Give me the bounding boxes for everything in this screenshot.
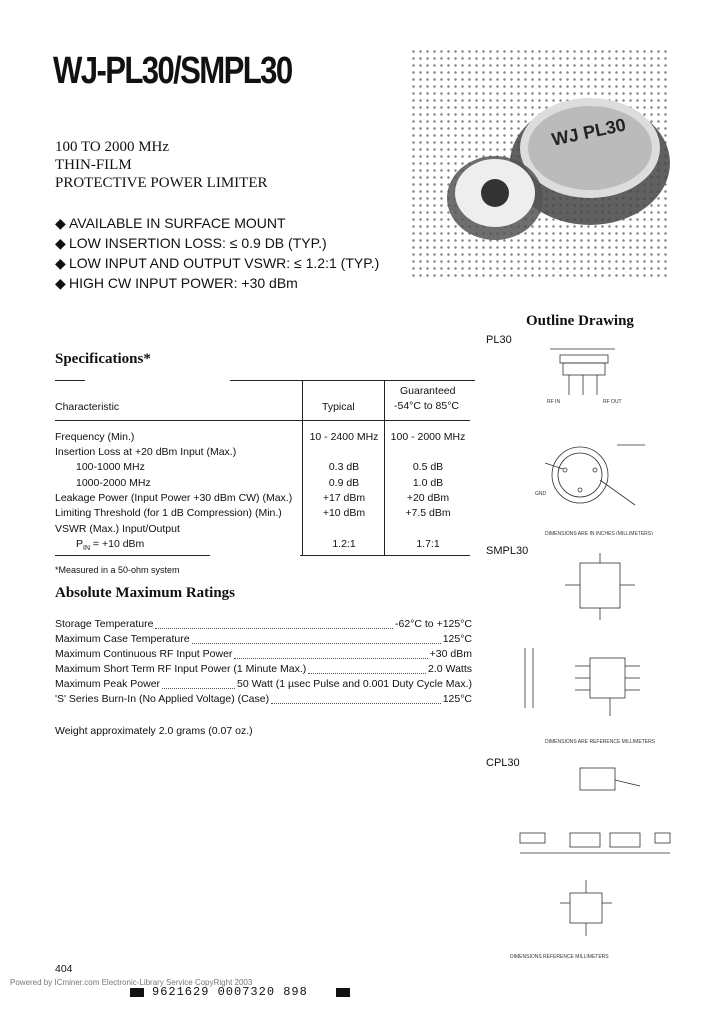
divider (55, 420, 470, 421)
page-title: WJ-PL30/SMPL30 (53, 50, 292, 92)
spec-typ: 1.2:1 (332, 538, 356, 550)
rf-out-label: RF OUT (603, 399, 622, 405)
barcode-text: 9621629 0007320 898 (152, 985, 308, 999)
amr-row: Maximum Peak Power 50 Watt (1 µsec Pulse and 0.001 Duty Cycle Max.) (55, 678, 472, 690)
amr-heading: Absolute Maximum Ratings (55, 585, 236, 601)
spec-row-pin: $P_{IN} = +10$ dBm (76, 538, 145, 553)
outline-heading: Outline Drawing (526, 313, 634, 329)
col-typical: Typical (322, 401, 355, 413)
divider (230, 380, 475, 381)
diamond-bullet-icon: ◆ (55, 255, 66, 271)
feature-item: ◆ AVAILABLE IN SURFACE MOUNT (55, 215, 286, 231)
cpl30-label: CPL30 (486, 757, 520, 769)
spec-guar: 100 - 2000 MHz (390, 431, 466, 443)
spec-row: Insertion Loss at +20 dBm Input (Max.) (55, 446, 237, 458)
spec-guar: +7.5 dBm (405, 507, 451, 519)
dims-note: DIMENSIONS ARE REFERENCE MILLIMETERS (545, 739, 656, 745)
feature-item: ◆ LOW INPUT AND OUTPUT VSWR: ≤ 1.2:1 (TYP.) (55, 255, 380, 271)
divider (302, 380, 303, 555)
spec-guar: +20 dBm (406, 492, 450, 504)
divider (384, 380, 385, 555)
divider (300, 555, 470, 556)
specs-heading: Specifications* (55, 351, 151, 367)
amr-row: Maximum Short Term RF Input Power (1 Minute Max.) 2.0 Watts (55, 663, 472, 675)
cpl30-drawing (490, 758, 685, 958)
diamond-bullet-icon: ◆ (55, 235, 66, 251)
spec-typ: 0.3 dB (328, 461, 360, 473)
spec-guar: 1.0 dB (412, 477, 444, 489)
spec-typ: +17 dBm (322, 492, 366, 504)
col-guaranteed: Guaranteed (400, 385, 456, 397)
barcode-block-right (336, 988, 350, 997)
col-characteristic: Characteristic (55, 401, 120, 413)
spec-typ: 0.9 dB (328, 477, 360, 489)
dims-note: DIMENSIONS ARE IN INCHES (MILLIMETERS) (545, 531, 653, 535)
powered-by: Powered by ICminer.com Electronic-Library Service CopyRight 2003 (10, 978, 253, 987)
amr-row: Maximum Case Temperature 125°C (55, 633, 472, 645)
spec-guar: 0.5 dB (412, 461, 444, 473)
spec-row: VSWR (Max.) Input/Output (55, 523, 180, 535)
spec-typ: 10 - 2400 MHz (309, 431, 379, 443)
spec-typ: +10 dBm (322, 507, 366, 519)
gnd-label: GND (535, 491, 547, 497)
col-guaranteed-range: -54°C to 85°C (394, 400, 460, 412)
product-photo-illustration (410, 48, 670, 280)
amr-row: Maximum Continuous RF Input Power +30 dBm (55, 648, 472, 660)
smpl30-drawing (505, 548, 680, 748)
pl30-label: PL30 (486, 334, 512, 346)
spec-guar: 1.7:1 (416, 538, 440, 550)
weight-note: Weight approximately 2.0 grams (0.07 oz.) (55, 725, 253, 737)
amr-row: Storage Temperature -62°C to +125°C (55, 618, 472, 630)
subtitle-line-3: PROTECTIVE POWER LIMITER (55, 175, 268, 191)
subtitle-line-1: 100 TO 2000 MHz (55, 139, 170, 155)
footnote: *Measured in a 50-ohm system (55, 565, 180, 575)
feature-item: ◆ LOW INSERTION LOSS: ≤ 0.9 DB (TYP.) (55, 235, 327, 251)
divider (55, 380, 85, 381)
photo-caption: WJ PL30 (549, 114, 628, 150)
spec-row: 1000-2000 MHz (76, 477, 151, 489)
spec-row: Limiting Threshold (for 1 dB Compression) (Min.) (55, 507, 282, 519)
smpl30-label: SMPL30 (486, 545, 529, 557)
rf-in-label: RF IN (547, 399, 561, 405)
barcode-block-left (130, 988, 144, 997)
spec-row: 100-1000 MHz (76, 461, 145, 473)
dims-note: DIMENSIONS REFERENCE MILLIMETERS (510, 954, 609, 958)
feature-item: ◆ HIGH CW INPUT POWER: +30 dBm (55, 275, 298, 291)
spec-row: Frequency (Min.) (55, 431, 135, 443)
diamond-bullet-icon: ◆ (55, 215, 66, 231)
product-photo (410, 48, 670, 280)
diamond-bullet-icon: ◆ (55, 275, 66, 291)
page-number: 404 (55, 963, 73, 975)
pl30-drawing (505, 335, 680, 535)
spec-row: Leakage Power (Input Power +30 dBm CW) (Max.) (55, 492, 293, 504)
subtitle-line-2: THIN-FILM (55, 157, 132, 173)
amr-row: 'S' Series Burn-In (No Applied Voltage) (Case) 125°C (55, 693, 472, 705)
